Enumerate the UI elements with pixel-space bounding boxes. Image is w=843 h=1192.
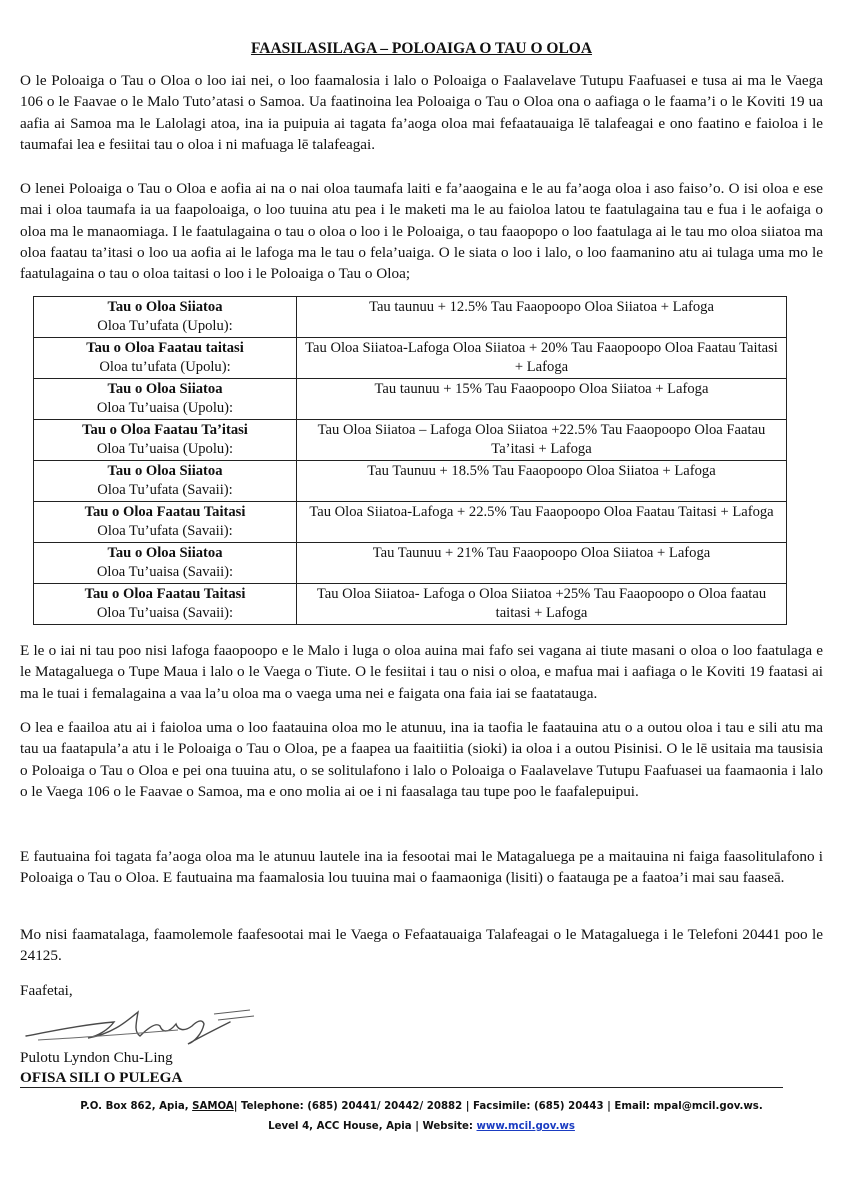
table-cell-rate: Tau Oloa Siiatoa – Lafoga Oloa Siiatoa +22.5% Tau Faaopoopo Oloa Faatau Ta’itasi + Lafoga xyxy=(297,420,787,461)
table-row xyxy=(34,461,787,502)
footer-address: P.O. Box 862, Apia, xyxy=(80,1101,193,1112)
table-cell-rate: Tau Oloa Siiatoa-Lafoga + 22.5% Tau Faaopoopo Oloa Faatau Taitasi + Lafoga xyxy=(297,502,787,543)
table-cell-category xyxy=(34,584,297,625)
closing-thanks: Faafetai, xyxy=(20,982,73,999)
category-label: Tau o Oloa Faatau taitasi xyxy=(86,340,244,356)
table-cell-category xyxy=(34,379,297,420)
body-paragraph-2: O lea e faailoa atu ai i faioloa uma o loo faatauina oloa mo le atunuu, ina ia taofia le faatauina atu o a outou oloa i tau e sili atu ma tau ua faatapula’a atu i le Poloaiga o Tau o Oloa, pe a faapea ua faaitiitia (sioki) ia oloa i a outou Pisinisi. O le lē usitaia ma tausisia o Poloaiga o Tau o Oloa e pei ona tuuina atu, o se solitulafono i lalo o Poloaiga o Faalavelave Tutupu Faafuasei ua faamaonia i lalo o le Vaega 106 o le Faavae o Samoa, ma e ono molia ai oe i ni faasalaga tau tupe poo le faafalepuipui. xyxy=(20,719,823,800)
table-cell-rate: Tau taunuu + 15% Tau Faaopoopo Oloa Siiatoa + Lafoga xyxy=(297,379,787,420)
table-row xyxy=(34,297,787,338)
handwritten-signature xyxy=(18,1000,268,1050)
table-cell-category xyxy=(34,543,297,584)
table-row xyxy=(34,338,787,379)
category-sublabel: Oloa Tu’uaisa (Savaii): xyxy=(96,564,234,580)
category-sublabel: Oloa Tu’uaisa (Savaii): xyxy=(96,605,234,621)
table-cell-category xyxy=(34,338,297,379)
footer-location-line xyxy=(0,1121,843,1132)
body-paragraph-4: Mo nisi faamatalaga, faamolemole faafesootai mai le Vaega o Fefaatauaiga Talafeagai o le Matagaluega i le Telefoni 20441 poo le 24125. xyxy=(20,926,823,965)
intro-paragraph-1: O le Poloaiga o Tau o Oloa o loo iai nei, o loo faamalosia i lalo o Poloaiga o Faalavelave Tutupu Faafuasei e tusa ai ma le Vaega 106 o le Faavae o le Malo Tuto’atasi o Samoa. Ua faatinoina lea Poloaiga o Tau o Oloa ona o aafiaga o le faama’i o le Koviti 19 ua aafia ai Samoa ma le Lalolagi atoa, ina ia puipuia ai tagata fa’aoga oloa mai fefaatauaiga lē talafeagai e ono faatino e faioloa i le taumafai lea e fesiitai tau o oloa i ni mafuaga lē talafeagai. xyxy=(20,72,823,153)
category-label: Tau o Oloa Faatau Taitasi xyxy=(84,504,246,520)
category-sublabel: Oloa Tu’ufata (Upolu): xyxy=(97,318,233,334)
table-cell-rate: Tau taunuu + 12.5% Tau Faaopoopo Oloa Siiatoa + Lafoga xyxy=(297,297,787,338)
body-paragraph-3: E fautuaina foi tagata fa’aoga oloa ma le atunuu lautele ina ia fesootai mai le Matagaluega pe a maitauina ni faiga faasolitulafono i Poloaiga o Tau o Oloa. E fautuaina ma faamalosia lou tuuina mai o faamaoniga (lisiti) o faatauga pe a faatoa’i mai sau faaseā. xyxy=(20,848,823,887)
category-sublabel: Oloa Tu’ufata (Savaii): xyxy=(97,523,233,539)
body-paragraph-1: E le o iai ni tau poo nisi lafoga faaopoopo e le Malo i luga o oloa auina mai fafo sei vagana ai tiute masani o oloa o loo faatulaga e le Matagaluega o Tupe Maua i lalo o le Vaega o Tiute. O le fesiitai i tau o nisi o oloa, e mafua mai i aafiaga o le Koviti 19 faatasi ai ma le tuai i femalagaina a vaa la’u oloa ma o vaega uma nei e faigata ona faia iai se faatatauga. xyxy=(20,642,823,702)
website-link[interactable]: www.mcil.gov.ws xyxy=(476,1121,575,1132)
footer-location: Level 4, ACC House, Apia | Website: xyxy=(268,1121,477,1132)
table-cell-rate: Tau Oloa Siiatoa- Lafoga o Oloa Siiatoa +25% Tau Faaopoopo o Oloa faatau taitasi + Lafoga xyxy=(297,584,787,625)
table-row xyxy=(34,584,787,625)
category-label: Tau o Oloa Faatau Ta’itasi xyxy=(82,422,248,438)
document-title: FAASILASILAGA – POLOAIGA O TAU O OLOA xyxy=(250,40,593,57)
table-cell-rate: Tau Taunuu + 18.5% Tau Faaopoopo Oloa Siiatoa + Lafoga xyxy=(297,461,787,502)
category-label: Tau o Oloa Siiatoa xyxy=(107,299,223,315)
footer-contacts: | Telephone: (685) 20441/ 20442/ 20882 | Facsimile: (685) 20443 | Email: mpal@mcil.gov.ws. xyxy=(233,1101,763,1112)
category-label: Tau o Oloa Siiatoa xyxy=(107,463,223,479)
footer-address-line xyxy=(0,1101,843,1112)
category-sublabel: Oloa tu’ufata (Upolu): xyxy=(99,359,231,375)
price-rate-table xyxy=(33,296,787,625)
table-cell-category xyxy=(34,420,297,461)
footer-country: SAMOA xyxy=(192,1101,234,1112)
signatory-name: Pulotu Lyndon Chu-Ling xyxy=(20,1049,173,1066)
table-row xyxy=(34,502,787,543)
footer-divider xyxy=(20,1087,783,1088)
table-row xyxy=(34,379,787,420)
category-label: Tau o Oloa Faatau Taitasi xyxy=(84,586,246,602)
intro-paragraph-2: O lenei Poloaiga o Tau o Oloa e aofia ai na o nai oloa taumafa laiti e fa’aaogaina e le au fa’aoga oloa i aso faiso’o. O isi oloa e ese mai i oloa taumafa ia ua faapoloaiga, o loo tuuina atu pea i le maketi ma le au faioloa latou te faatulagaina tau e fua i le aofaiga o oloa ma le manaomiaga. I le faatulagaina o tau o oloa o loo i le Poloaiga, o tau faaopopo o loo faatulaga ai le tau mo oloa siiatoa ma oloa faatau ta’itasi o loo ua aofia ai le lafoga ma le tau o fela’uaiga. O le siata o loo i lalo, o loo faamanino atu ai tulaga uma mo le faatulagaina o tau o oloa taitasi o loo i le Poloaiga o Tau o Oloa; xyxy=(20,180,823,283)
signatory-position: OFISA SILI O PULEGA xyxy=(20,1069,183,1086)
table-cell-category xyxy=(34,297,297,338)
table-cell-rate: Tau Taunuu + 21% Tau Faaopoopo Oloa Siiatoa + Lafoga xyxy=(297,543,787,584)
table-cell-rate: Tau Oloa Siiatoa-Lafoga Oloa Siiatoa + 20% Tau Faaopoopo Oloa Faatau Taitasi + Lafoga xyxy=(297,338,787,379)
table-cell-category xyxy=(34,461,297,502)
category-sublabel: Oloa Tu’ufata (Savaii): xyxy=(97,482,233,498)
table-row xyxy=(34,543,787,584)
category-sublabel: Oloa Tu’uaisa (Upolu): xyxy=(96,441,234,457)
category-label: Tau o Oloa Siiatoa xyxy=(107,545,223,561)
category-sublabel: Oloa Tu’uaisa (Upolu): xyxy=(96,400,234,416)
table-row xyxy=(34,420,787,461)
category-label: Tau o Oloa Siiatoa xyxy=(107,381,223,397)
table-cell-category xyxy=(34,502,297,543)
